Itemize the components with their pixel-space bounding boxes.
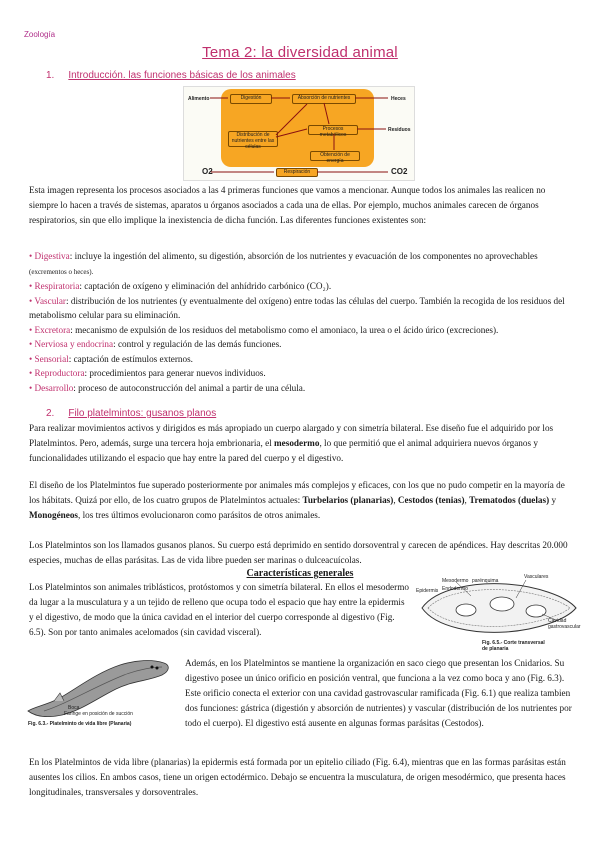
function-item: • Desarrollo: proceso de autoconstrucción del animal a partir de una célula. [29, 382, 306, 393]
diagram-distribucion: Distribución de nutrientes entre las células [228, 131, 278, 147]
s2-paragraph-5: Además, en los Platelmintos se mantiene la organización en saco ciego que presentan los Cnidarios. Su digestivo posee un único orificio en posición ventral, que funciona a la vez como boca y ano (Fig. 6.3). Este orificio conecta el exterior con una cavidad gastrovascular ramificada (Fig. 6.1) que realiza tambien dos funciones: gástrica (digestión y absorción de nutrientes) y vascular (distribución de los nutrientes por todo el cuerpo). El digestivo está ausente en algunas formas parásitas (Cestodos). [185, 658, 572, 728]
fig63-caption: Fig. 6.3.- Platelminto de vida libre (Planaria) [28, 721, 132, 727]
planaria-drawing [24, 655, 174, 717]
s2-paragraph-4: Los Platelmintos son animales triblásticos, protóstomos y con simetría bilateral. En ellos el mesodermo da lugar a la musculatura y a un tejido de relleno que ocupa todo el espacio que hay entre la epidermis y el digestivo, de modo que la única cavidad en el interior del cuerpo corresponde al digestivo (Fig. 6.5). Son por tanto animales acelomados (sin cavidad visceral). [29, 582, 409, 637]
diagram-o2: O2 [202, 167, 213, 176]
section-2-number: 2. [46, 408, 55, 419]
function-item: • Digestiva: incluye la ingestión del alimento, su digestión, absorción de los nutrientes y evacuación de los componentes no aprovechables (excrementos o heces). [29, 251, 538, 276]
function-item: • Sensorial: captación de estímulos externos. [29, 353, 193, 364]
figure-6-3 [24, 655, 174, 737]
function-item: • Nerviosa y endocrina: control y regulación de las demás funciones. [29, 339, 282, 349]
caracteristicas-heading: Características generales [246, 568, 354, 579]
intro-paragraph: Esta imagen representa los procesos asociados a las 4 primeras funciones que vamos a mencionar. Aunque todos los animales las realicen no siempre lo hacen a través de sistemas, aparatos u órganos asociados a cada una de ellas. Por ejemplo, muchos animales carecen de órganos respiratorios, sin que ello implique la inexistencia de dicha función. Las diferentes funciones existentes son: [29, 185, 546, 225]
s2-paragraph-1: Para realizar movimientos activos y dirigidos es más apropiado un cuerpo alargado y con simetría bilateral. Ese diseño fue el adquirido por los Platelmintos. Pero, además, surge una tercera hoja embrionaria, el mesodermo, lo que permitió que el animal adquiriera nuevos órganos y funcionalidades utilizando el espacio que hay entre la pared del cuerpo y el digestivo. [29, 423, 554, 463]
cross-section-drawing [416, 574, 580, 642]
functions-list [29, 249, 569, 395]
functions-diagram [183, 86, 415, 181]
fig65-caption: Fig. 6.5.- Corte transversal de planaria [482, 640, 545, 652]
function-item: • Reproductora: procedimientos para generar nuevos individuos. [29, 368, 266, 378]
fig65-endodermo: Endodermo [442, 586, 468, 592]
figure-6-5 [416, 574, 580, 652]
diagram-residuos: Residuos [388, 127, 411, 133]
fig65-cavidad: Cavidad gastrovascular [548, 618, 581, 630]
function-item: • Excretora: mecanismo de expulsión de los residuos del metabolismo como el amoniaco, la urea o el ácido úrico (excreciones). [29, 324, 499, 335]
diagram-co2: CO2 [391, 167, 408, 176]
diagram-respiracion: Respiración [276, 168, 318, 177]
s2-paragraph-6: En los Platelmintos de vida libre (planarias) la epidermis está formada por un epitelio ciliado (Fig. 6.4), mientras que en las formas parásitas están ausentes los cilios. En ambos casos, tiene un origen ectodérmico. Debajo se encuentra la musculatura, de origen mesodérmico, que presenta haces longitudinales, transversales y dorsoventrales. [29, 757, 566, 797]
diagram-alimento: Alimento [188, 96, 210, 102]
section-1-title: Introducción. las funciones básicas de los animales [68, 70, 296, 81]
fig65-vasculares: Vasculares [524, 574, 549, 580]
section-1-heading [46, 70, 296, 81]
diagram-absorcion: Absorción de nutrientes [292, 94, 356, 104]
fig63-faringe: Faringe en posición de succión [64, 711, 133, 717]
fig63-boca: Boca [68, 705, 80, 711]
subject-header: Zoología [24, 30, 56, 39]
diagram-digestion: Digestión [230, 94, 272, 104]
diagram-arrows [184, 87, 414, 180]
s2-paragraph-2: El diseño de los Platelmintos fue superado posteriormente por animales más complejos y eficaces, con los que no pudo competir en la mayoría de los hábitats. Quizá por ello, de los cuatro grupos de Platelmintos actuales: Turbelarios (planarias), Cestodos (tenias), Trematodos (duelas) y Monogéneos, los tres últimos evolucionaron como parásitos de otros animales. [29, 480, 565, 520]
function-item: • Respiratoria: captación de oxígeno y eliminación del anhídrido carbónico (CO₂). [29, 281, 332, 291]
diagram-procesos: Procesos metabólicos [308, 125, 358, 135]
diagram-heces: Heces [391, 96, 406, 102]
fig65-epidermis: Epidermis [416, 588, 439, 594]
diagram-obtencion: Obtención de energía [310, 151, 360, 161]
page-title: Tema 2: la diversidad animal [202, 44, 398, 61]
section-1-number: 1. [46, 70, 55, 81]
s2-paragraph-3: Los Platelmintos son los llamados gusanos planos. Su cuerpo está deprimido en sentido dorsoventral y carecen de apéndices. Hay descritas 20.000 especies, muchas de ellas parásitas. Las de vida libre pueden ser marinas o dulceacuícolas. [29, 540, 568, 565]
fig65-mesodermo: Mesodermo [442, 578, 469, 584]
fig65-parenquima: parénquima [472, 578, 499, 584]
function-item: • Vascular: distribución de los nutrientes (y eventualmente del oxígeno) entre todas las células del cuerpo. También la recogida de los residuos del metabolismo celular para su eliminación. [29, 295, 565, 320]
section-2-title: Filo platelmintos: gusanos planos [68, 408, 217, 419]
section-2-heading [46, 408, 216, 419]
